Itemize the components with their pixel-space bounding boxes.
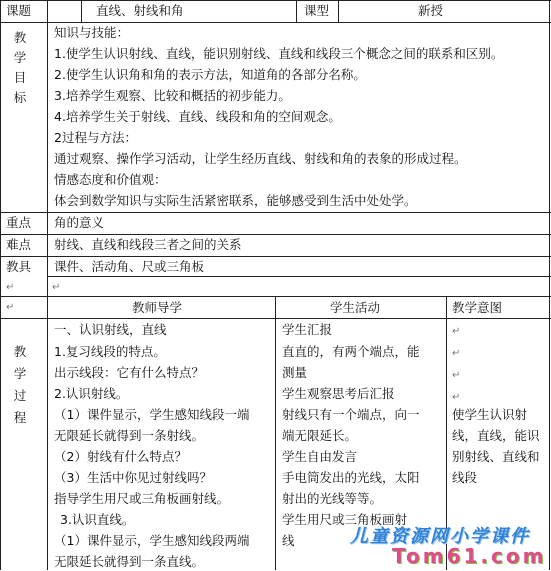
goals-line: 情感态度和价值观： [54,172,167,187]
student-line: 学生汇报 [282,322,333,337]
teacher-line: （3）生活中你见过射线吗？ [54,470,212,485]
watermark-line1: 儿童资源网小学课件 [350,526,530,547]
col-intent-header: 教学意图 [452,300,503,315]
student-line: 射出的光线等等。 [282,491,383,506]
teacher-line: （2）射线有什么特点？ [54,449,187,464]
teacher-line: 一、认识射线，直线 [54,322,167,337]
teacher-line: （1）课件显示，学生感知线段两端 [54,533,250,548]
process-label-char-4: 程 [13,410,27,425]
header-cell-divider-3 [338,0,339,22]
type-label: 课型 [304,3,330,18]
student-line: 学生用尺或三角板画射 [282,512,408,527]
label-column-divider [47,0,48,570]
paragraph-mark: ↵ [452,326,461,337]
difficulty-label: 难点 [6,237,32,252]
teacher-line: （1）课件显示，学生感知线段一端 [54,407,250,422]
paragraph-mark: ↵ [452,392,461,403]
difficulty-text: 射线、直线和线段三者之间的关系 [54,237,242,252]
goals-line: 通过观察、操作学习活动，让学生经历直线、射线和角的表象的形成过程。 [54,151,467,166]
goals-line: 4.培养学生关于射线、直线、线段和角的空间观念。 [54,109,341,124]
table-top-border [0,0,551,1]
intent-line: 线，直线，能识 [452,428,540,443]
intent-line: 别射线、直线和 [452,449,540,464]
paragraph-mark: ↵ [6,302,15,313]
goals-label-char-4: 标 [13,90,27,105]
teacher-line: 1.复习线段的特点。 [54,344,166,359]
intent-line: 使学生认识射 [452,407,528,422]
goals-label-char-2: 学 [13,50,27,65]
goals-line: 2.使学生认识角和角的表示方法，知道角的各部分名称。 [54,67,366,82]
col-student-header: 学生活动 [330,300,381,315]
intent-line: 线段 [452,470,478,485]
teacher-line: 3.认识直线。 [60,512,135,527]
header-cell-divider-2 [296,0,297,22]
student-line: 直直的，有两个端点，能 [282,344,420,359]
process-label-char-1: 教 [13,344,27,359]
goals-line: 3.培养学生观察、比较和概括的初步能力。 [54,88,291,103]
tools-text: 课件、活动角、尺或三角板 [54,259,205,274]
teacher-line: 无限延长就得到一条射线。 [54,428,205,443]
type-value: 新授 [418,3,444,18]
table-right-border [549,0,550,570]
keypoint-label: 重点 [6,215,32,230]
teacher-line: 无限延长就得到一条直线。 [54,554,205,569]
header-cell-divider-1 [81,0,82,22]
paragraph-mark: ↵ [52,282,61,293]
watermark-line2: Tom61.com [392,544,547,568]
keypoint-text: 角的意义 [54,215,105,230]
teacher-column-divider [275,296,276,570]
student-line: 学生自由发言 [282,449,358,464]
teacher-line: 指导学生用尺或三角板画射线。 [54,491,230,506]
paragraph-mark: ↵ [452,370,461,381]
table-left-border [0,0,1,570]
goals-line: 体会到数学知识与实际生活紧密联系，能够感受到生活中处处学。 [54,193,417,208]
student-line: 端无限延长。 [282,428,358,443]
paragraph-mark: ↵ [452,348,461,359]
goals-label-char-3: 目 [13,70,27,85]
topic-title: 直线、射线和角 [96,3,184,18]
process-label-char-3: 过 [13,388,27,403]
student-line: 手电筒发出的光线，太阳 [282,470,420,485]
tools-label: 教具 [6,259,32,274]
student-line: 学生观察思考后汇报 [282,386,395,401]
watermark-logo [350,522,550,570]
student-line: 测量 [282,365,308,380]
goals-line: 1.使学生认识射线、直线，能识别射线、直线和线段三个概念之间的联系和区别。 [54,46,504,61]
col-teacher-header: 教师导学 [132,300,183,315]
teacher-line: 出示线段：它有什么特点？ [54,365,205,380]
goals-label-char-1: 教 [13,30,27,45]
goals-line: 知识与技能： [54,25,130,40]
teacher-line: 2.认识射线。 [54,386,129,401]
student-line: 线 [282,533,295,548]
row-divider-tools [47,276,551,277]
topic-label: 课题 [6,3,32,18]
paragraph-mark: ↵ [6,282,15,293]
student-line: 射线只有一个端点，向一 [282,407,420,422]
process-label-char-2: 学 [13,366,27,381]
goals-line: 2过程与方法： [54,130,137,145]
